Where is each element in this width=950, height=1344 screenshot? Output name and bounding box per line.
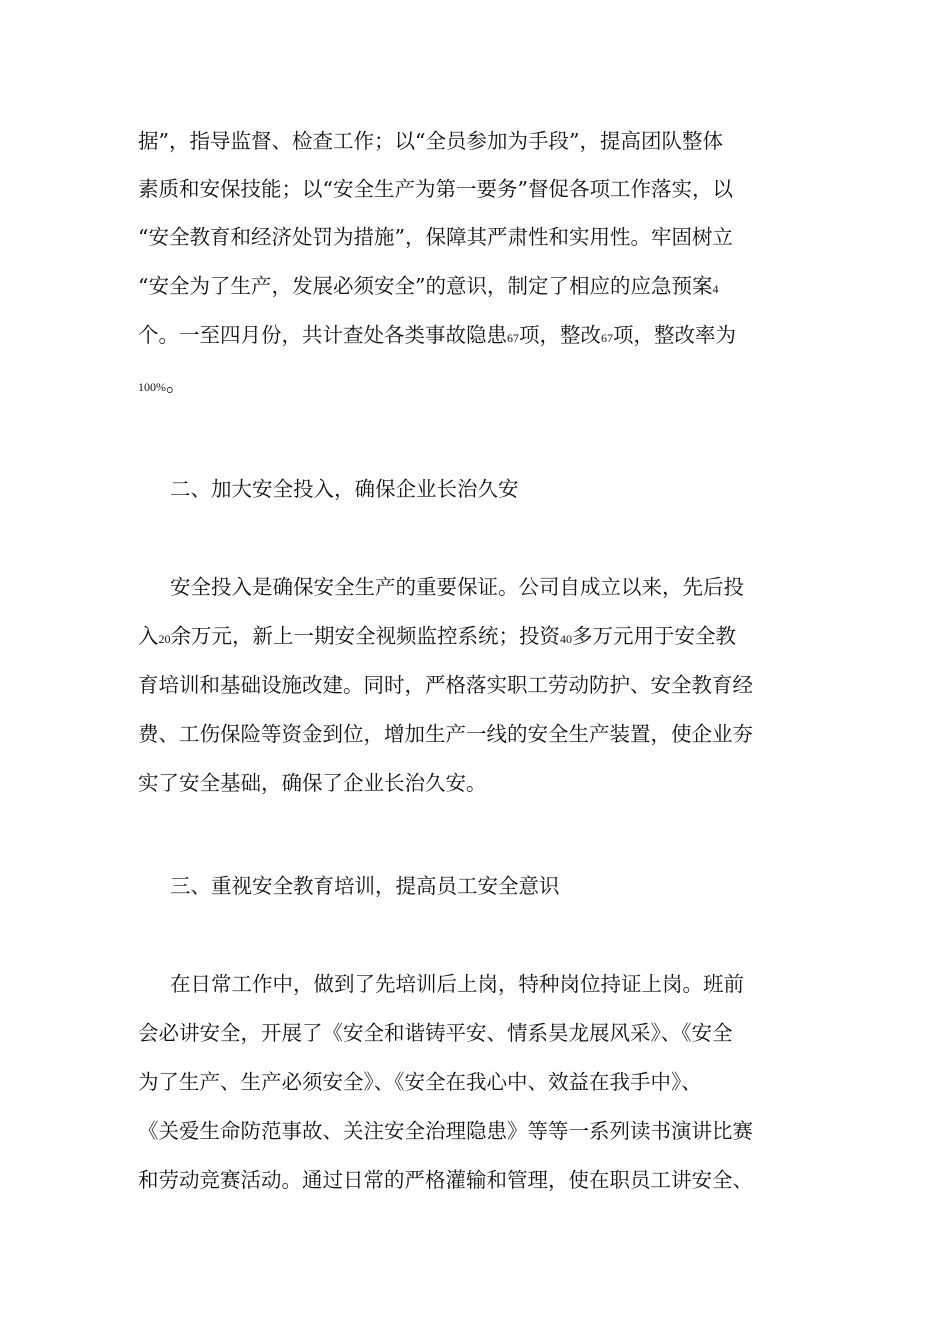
paragraph-3-line-4: 《关爱生命防范事故、关注安全治理隐患》等等一系列读书演讲比赛 [138, 1119, 753, 1143]
paragraph-1-line-6: 100%。 [138, 372, 187, 396]
paragraph-1-line-5: 个。一至四月份，共计查处各类事故隐患67项，整改67项，整改率为 [138, 323, 736, 347]
paragraph-1-line-4: “安全为了生产，发展必须安全”的意识，制定了相应的应急预案4 [138, 274, 719, 298]
paragraph-2-line-3: 育培训和基础设施改建。同时，严格落实职工劳动防护、安全教育经 [138, 673, 753, 697]
paragraph-3-line-5: 和劳动竞赛活动。通过日常的严格灌输和管理，使在职员工讲安全、 [138, 1168, 753, 1192]
paragraph-1-line-3: “安全教育和经济处罚为措施”，保障其严肃性和实用性。牢固树立 [138, 225, 733, 249]
paragraph-1-line-1: 据”，指导监督、检查工作；以“全员参加为手段”，提高团队整体 [138, 129, 723, 153]
paragraph-3-line-3: 为了生产、生产必须安全》、《安全在我心中、效益在我手中》、 [138, 1070, 702, 1094]
paragraph-2-line-5: 实了安全基础，确保了企业长治久安。 [138, 771, 487, 795]
hazard-count: 67 [507, 331, 519, 345]
investment-amount-2: 40 [560, 632, 572, 646]
investment-amount-1: 20 [158, 632, 171, 646]
paragraph-3-line-2: 会必讲安全，开展了《安全和谐铸平安、情系昊龙展风采》、《安全 [138, 1021, 733, 1045]
plan-count: 4 [712, 282, 719, 296]
paragraph-1-line-2: 素质和安保技能；以“安全生产为第一要务”督促各项工作落实，以 [138, 177, 733, 201]
paragraph-2-line-2: 入20余万元，新上一期安全视频监控系统；投资40多万元用于安全教 [138, 624, 736, 648]
rectified-count: 67 [601, 331, 613, 345]
paragraph-2-line-1: 安全投入是确保安全生产的重要保证。公司自成立以来，先后投 [170, 575, 744, 599]
section-heading-3: 三、重视安全教育培训，提高员工安全意识 [170, 874, 560, 898]
rectification-rate: 100% [138, 380, 166, 394]
paragraph-3-line-1: 在日常工作中，做到了先培训后上岗，特种岗位持证上岗。班前 [170, 972, 744, 996]
paragraph-2-line-4: 费、工伤保险等资金到位，增加生产一线的安全生产装置，使企业夯 [138, 722, 753, 746]
section-heading-2: 二、加大安全投入，确保企业长治久安 [170, 477, 519, 501]
